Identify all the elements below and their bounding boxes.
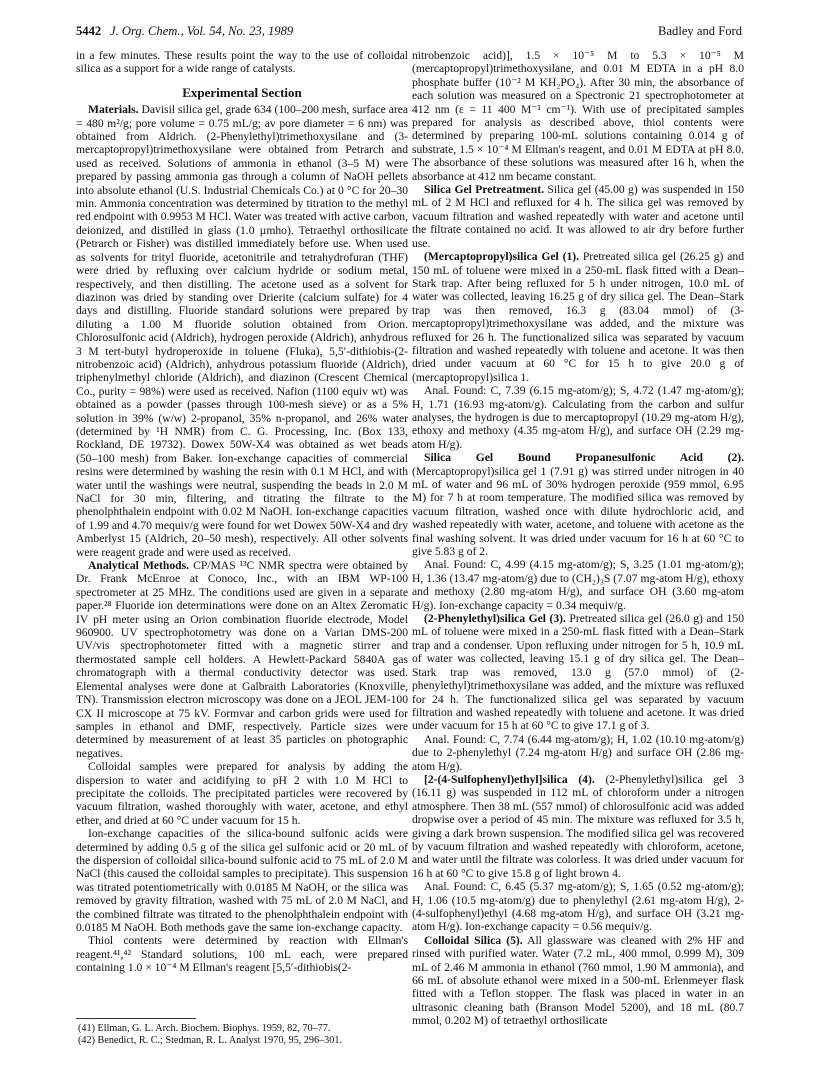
- footnote-42: (42) Benedict, R. C.; Stedman, R. L. Analyst 1970, 95, 296–301.: [78, 1035, 343, 1046]
- propanesulfonic-text: (Mercaptopropyl)silica gel 1 (7.91 g) was stirred under nitrogen in 40 mL of water and 96 mL of 30% hydrogen peroxide (959 mmol, 6.95 M) for 7 h at room temperature. The modified silica was removed by vacuum filtration, washed once with dilute hydrochloric acid, and washed repeatedly with water, acetone, and toluene with acetone as the final washing solvent. It was dried under vacuum for 16 h at 60 °C to give 5.83 g of 2.: [412, 464, 744, 559]
- analytical-text: CP/MAS ¹³C NMR spectra were obtained by Dr. Frank McEnroe at Conoco, Inc., with an IBM WP-100 spectrometer at 25 MHz. The conditions used are given in a separate paper.²⁸ Fluoride ion determinations were done on an Altex Zeromatic IV pH meter using an Orion combination fluoride electrode, Model 960900. UV spectrophotometry was done on a Varian DMS-200 UV/vis spectrophotometer fitted with a magnetic stirrer and thermostated sample cell holders. A Hewlett-Packard 5840A gas chromatograph with a thermal conductivity detector was used. Elemental analyses were done at Galbraith Laboratories (Knoxville, TN). Transmission electron microscopy was done on a JEOL JEM-100 CX II microscope at 75 kV. Formvar and carbon grids were used for samples in ethanol and DMF, respectively. Particle sizes were determined by measurement of at least 35 particles on photographic negatives.: [76, 559, 408, 760]
- left-column: [76, 49, 408, 975]
- materials-paragraph: [76, 103, 408, 559]
- analytical-paragraph: [76, 559, 408, 760]
- running-authors: Badley and Ford: [658, 24, 742, 38]
- pretreatment-text: Silica gel (45.00 g) was suspended in 150 mL of 2 M HCl and refluxed for 4 h. The silica gel was removed by vacuum filtration and washed repeatedly with water and acetone until the filtrate contained no acid. It was allowed to air dry before further use.: [412, 183, 744, 250]
- phenylethyl-paragraph: [412, 612, 744, 733]
- ion-exchange-paragraph: Ion-exchange capacities of the silica-bound sulfonic acids were determined by adding 0.5 g of the silica gel sulfonic acid or 20 mL of the dispersion of colloidal silica-bound sulfonic acid to 75 mL of 2.0 M NaCl (this caused the colloidal samples to precipitate). This suspension was titrated potentiometrically with 0.0185 M NaOH, or the silica was removed by gravity filtration, washed with 75 mL of 2.0 M NaCl, and the combined filtrate was titrated to the phenolphthalein endpoint with 0.0185 M NaOH. Both methods gave the same ion-exchange capacity.: [76, 827, 408, 934]
- colloidal-silica-text: All glassware was cleaned with 2% HF and rinsed with purified water. Water (7.2 mL, 400 mmol, 0.999 M), 309 mL of 2.46 M ammonia in ethanol (760 mmol, 1.90 M ammonia), and 66 mL of absolute ethanol were mixed in a 500-mL Erlenmeyer flask fitted with a Teflon stopper. The flask was placed in water in an ultrasonic cleaning bath (Branson Model 5200), and 18 mL (80.7 mmol, 0.202 M) of tetraethyl orthosilicate: [412, 933, 744, 1028]
- colloidal-silica-paragraph: [412, 934, 744, 1028]
- materials-text: Davisil silica gel, grade 634 (100–200 mesh, surface area = 480 m²/g; pore volume = 0.75 mL/g; av pore diameter = 6 nm) was obtained from Aldrich. (2-Phenylethyl)trimethoxysilane and (3-mercaptopropyl)trimethoxysilane were obtained from Petrarch and used as received. Solutions of ammonia in ethanol (3–5 M) were prepared by passing ammonia gas through a column of NaOH pellets into absolute ethanol (U.S. Industrial Chemicals Co.) at 0 °C for 20–30 min. Ammonia concentration was determined by titration to the methyl red endpoint with 0.9953 M HCl. Water was treated with active carbon, deionized, and distilled in glass (1.0 µmho). Tetraethyl orthosilicate (Petrarch or Fisher) was distilled immediately before use. When used as solvents for trityl fluoride, acetonitrile and tetrahydrofuran (THF) were dried by refluxing over calcium hydride or sodium metal, respectively, and then distilling. The acetone used as a solvent for diazinon was dried by standing over Drierite (calcium sulfate) for 4 days and distilling. Fluoride standard solutions were prepared by diluting a 1.00 M fluoride solution obtained from Orion. Chlorosulfonic acid (Aldrich), hydrogen peroxide (Aldrich), anhydrous 3 M tert-butyl hydroperoxide in toluene (Fluka), 5,5′-dithiobis-(2-nitrobenzoic acid) (Aldrich), anhydrous potassium fluoride (Aldrich), triphenylmethyl chloride (Aldrich), and diazinon (Crescent Chemical Co., purity = 98%) were used as received. Nafion (1100 equiv wt) was obtained as a powder (passes through 100-mesh sieve) or as a 5% solution in 39% (w/w) 2-propanol, 35% n-propanol, and 26% water (determined by ¹H NMR) from C. G. Processing, Inc. (Box 133, Rockland, DE 19732). Dowex 50W-X4 was obtained as wet beads (50–100 mesh) from Baker. Ion-exchange capacities of commercial resins were determined by washing the resin with 0.1 M HCl, and with water until the washings were neutral, suspending the beads in 2.0 M NaCl for 30 min, filtering, and titrating the filtrate to the phenolphthalein endpoint with 0.02 M NaOH. Ion-exchange capacities of 1.99 and 4.70 mequiv/g were found for wet Dowex 50W-X4 and dry Amberlyst 15 (Aldrich, 20–50 mesh), respectively. All other solvents were reagent grade and were used as received.: [76, 103, 408, 559]
- colloidal-samples-paragraph: Colloidal samples were prepared for analysis by adding the dispersion to water and acidifying to pH 2 with 1.0 M HCl to precipitate the colloids. The precipitated particles were recovered by vacuum filtration, washed thoroughly with water, acetone, and ethyl ether, and dried at 60 °C under vacuum for 15 h.: [76, 760, 408, 827]
- propanesulfonic-heading: Silica Gel Bound Propanesulfonic Acid (2).: [424, 451, 744, 465]
- propanesulfonic-paragraph: [412, 451, 744, 558]
- section-title: Experimental Section: [182, 84, 302, 100]
- phenylethyl-heading: (2-Phenylethyl)silica Gel (3).: [424, 612, 566, 626]
- footnote-41: (41) Ellman, G. L. Arch. Biochem. Biophys. 1959, 82, 70–77.: [78, 1023, 331, 1034]
- analytical-heading: Analytical Methods.: [88, 559, 190, 573]
- phenylethyl-text: Pretreated silica gel (26.0 g) and 150 mL of toluene were mixed in a 250-mL flask fitted with a Dean–Stark trap and a condenser. Upon refluxing under nitrogen for 5 h, 10.9 mL of water was collected, leaving 15.1 g of dry silica gel. The Dean–Stark trap was removed, 13.0 g (57.0 mmol) of (2-phenylethyl)trimethoxysilane was added, and the mixture was refluxed for 24 h. The functionalized silica gel was separated by vacuum filtration and washed repeatedly with toluene and acetone. It was dried under vacuum for 15 h at 60 °C to give 17.1 g of 3.: [412, 612, 744, 733]
- propanesulfonic-analysis: Anal. Found: C, 4.99 (4.15 mg-atom/g); S, 3.25 (1.01 mg-atom/g); H, 1.36 (13.47 mg-atom/g) due to (CH₂)₃S (7.07 mg-atom H/g), ethoxy and methoxy (2.80 mg-atom H/g), and surface OH (3.60 mg-atom H/g). Ion-exchange capacity = 0.34 mequiv/g.: [412, 558, 744, 612]
- footnotes: [76, 1018, 408, 1047]
- sulfophenyl-heading: [2-(4-Sulfophenyl)ethyl]silica (4).: [424, 772, 595, 786]
- mercaptopropyl-text: Pretreated silica gel (26.25 g) and 150 mL of toluene were mixed in a 250-mL flask fitted with a Dean–Stark trap. After being refluxed for 5 h under nitrogen, 10.0 mL of water was collected, leaving 16.25 g of dry silica gel. The Dean–Stark trap was then removed, 16.3 g (83.04 mmol) of (3-mercaptopropyl)trimethoxysilane was added, and the mixture was refluxed for 26 h. The functionalized silica was separated by vacuum filtration and washed repeatedly with toluene and acetone. It was then dried under vacuum at 60 °C for 15 h to give 20.0 g of (mercaptopropyl)silica 1.: [412, 250, 744, 384]
- thiol-paragraph: Thiol contents were determined by reaction with Ellman's reagent.⁴¹,⁴² Standard solutions, 100 mL each, were prepared containing 1.0 × 10⁻⁴ M Ellman's reagent [5,5′-dithiobis(2-: [76, 934, 408, 975]
- materials-heading: Materials.: [88, 103, 139, 117]
- sulfophenyl-text: (2-Phenylethyl)silica gel 3 (16.11 g) was suspended in 112 mL of chloroform under a nitrogen atmosphere. Then 38 mL (557 mmol) of chlorosulfonic acid was added dropwise over a period of 45 min. The mixture was refluxed for 3.5 h, giving a dark brown suspension. The modified silica gel was recovered by vacuum filtration and washed repeatedly with chloroform, acetone, and water until the filtrate was colorless. It was dried under vacuum for 16 h at 60 °C to give 15.8 g of light brown 4.: [412, 772, 745, 880]
- pretreatment-paragraph: [412, 183, 744, 250]
- thiol-continuation: nitrobenzoic acid)], 1.5 × 10⁻⁵ M to 5.3 × 10⁻⁵ M (mercaptopropyl)trimethoxysilane, and 0.01 M EDTA in a pH 8.0 phosphate buffer (10⁻² M KH₂PO₄). After 30 min, the absorbance of each solution was measured on a Spectronic 21 spectrophotometer at 412 nm (ε = 11 400 M⁻¹ cm⁻¹). With use of precipitated samples prepared for analysis as described above, thiol contents were determined by preparing 100-mL solutions containing 0.014 g of substrate, 1.5 × 10⁻⁴ M Ellman's reagent, and 0.01 M EDTA at pH 8.0. The absorbance of these solutions was measured after 16 h, when the absorbance at 412 nm became constant.: [412, 49, 744, 183]
- running-head: [76, 24, 742, 42]
- page-number: 5442: [76, 24, 102, 38]
- phenylethyl-analysis: Anal. Found: C, 7.74 (6.44 mg-atom/g); H, 1.02 (10.10 mg-atom/g) due to 2-phenylethyl (7.24 mg-atom H/g) and surface OH (2.86 mg-atom H/g).: [412, 732, 744, 773]
- journal-citation: J. Org. Chem., Vol. 54, No. 23, 1989: [110, 24, 294, 38]
- right-column: [412, 49, 744, 1028]
- pretreatment-heading: Silica Gel Pretreatment.: [424, 183, 544, 197]
- colloidal-silica-heading: Colloidal Silica (5).: [424, 933, 523, 947]
- sulfophenyl-paragraph: [412, 773, 744, 880]
- sulfophenyl-analysis: Anal. Found: C, 6.45 (5.37 mg-atom/g); S, 1.65 (0.52 mg-atom/g); H, 1.06 (10.5 mg-atom/g) due to phenylethyl (2.61 mg-atom H/g), 2-(4-sulfophenyl)ethyl (4.68 mg-atom H/g), and surface OH (3.21 mg-atom H/g). Ion-exchange capacity = 0.56 mequiv/g.: [412, 880, 744, 934]
- footnote-rule: [76, 1018, 196, 1019]
- mercaptopropyl-heading: (Mercaptopropyl)silica Gel (1).: [424, 250, 580, 264]
- mercaptopropyl-analysis: Anal. Found: C, 7.39 (6.15 mg-atom/g); S, 4.72 (1.47 mg-atom/g); H, 1.71 (16.93 mg-atom/g). Calculating from the carbon and sulfur analyses, the hydrogen is due to mercaptopropyl (10.29 mg-atom H/g), ethoxy and methoxy (4.35 mg-atom H/g), and surface OH (2.29 mg-atom H/g).: [412, 384, 744, 451]
- mercaptopropyl-paragraph: [412, 250, 744, 384]
- intro-paragraph: in a few minutes. These results point the way to the use of colloidal silica as a support for a wide range of catalysts.: [76, 49, 408, 76]
